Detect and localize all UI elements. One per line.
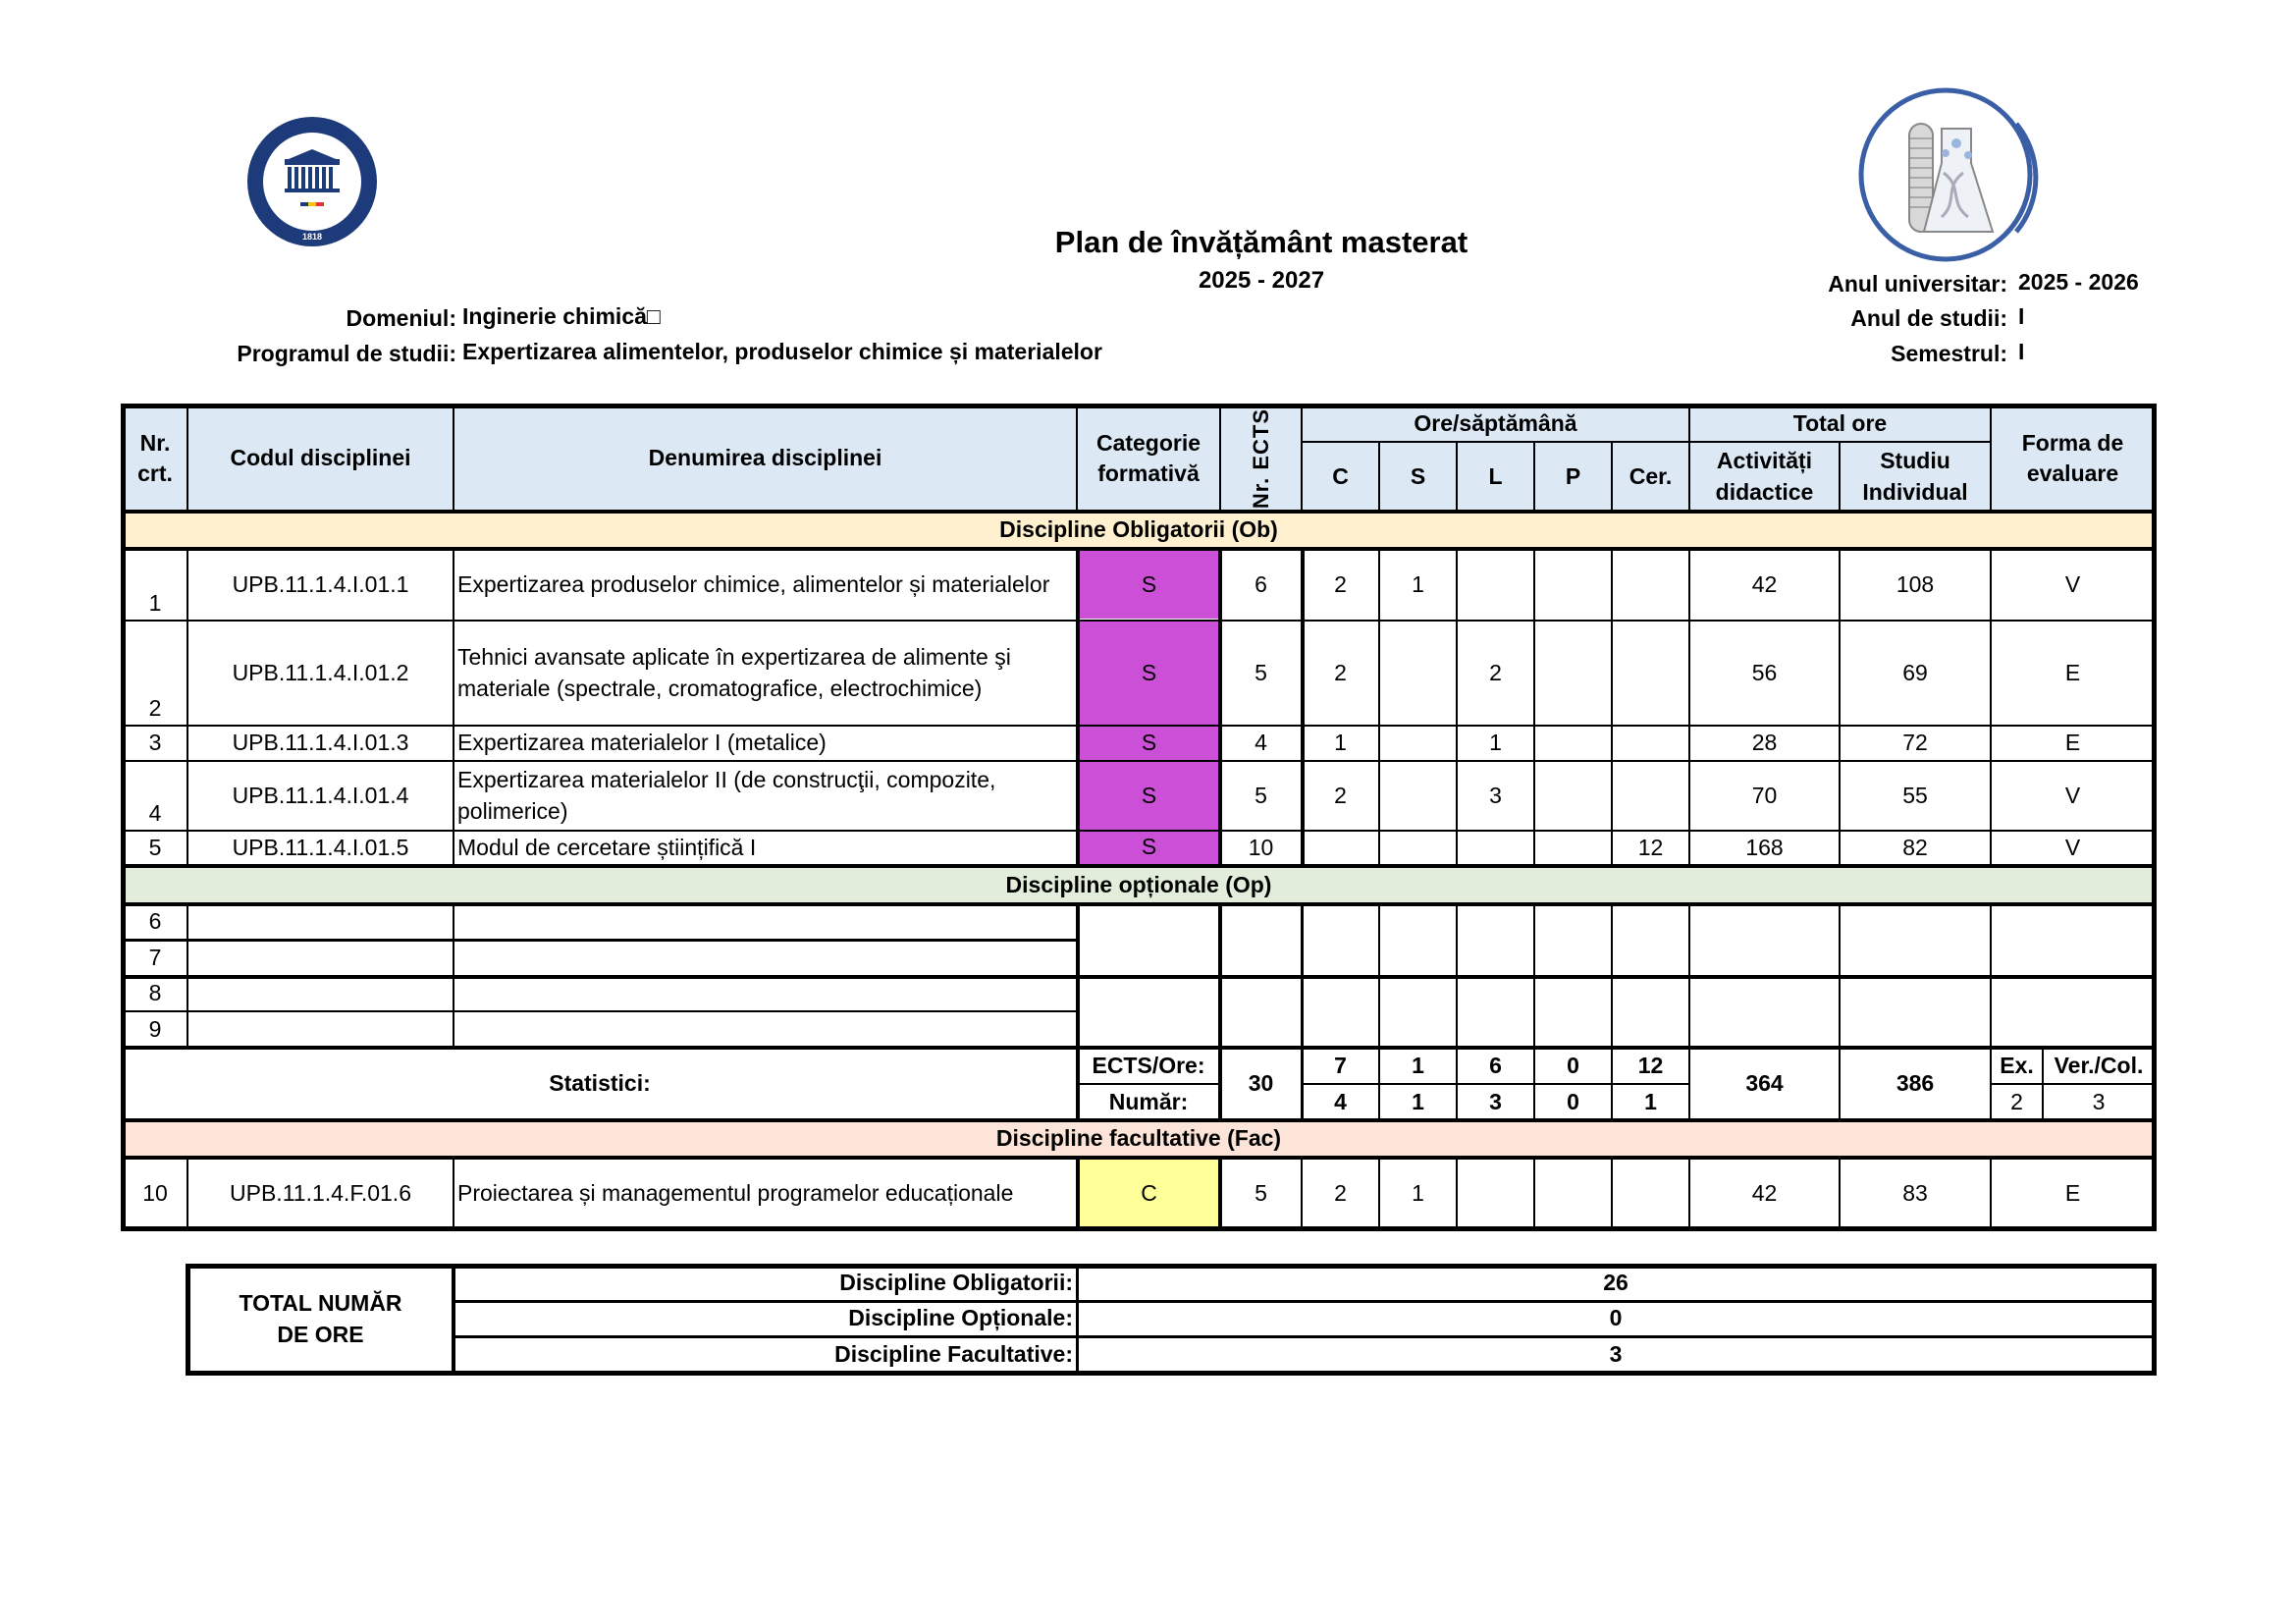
row-s	[1379, 621, 1457, 726]
row-category: C	[1080, 1160, 1218, 1227]
academic-year-label: Anul universitar:	[1828, 271, 2007, 297]
stat-count-l: 3	[1489, 1088, 1502, 1114]
totals-label: TOTAL NUMĂR DE ORE	[239, 1290, 402, 1347]
row-p	[1534, 726, 1612, 761]
row-eval: E	[2064, 659, 2081, 685]
program-value: Expertizarea alimentelor, produselor chimice și materialelor	[462, 339, 1102, 364]
ects-total: 30	[1248, 1070, 1274, 1097]
totals-row-value: 3	[1609, 1340, 1623, 1367]
col-l: L	[1457, 442, 1534, 512]
row-nr: 1	[148, 589, 162, 616]
band-facultative: Discipline facultative (Fac)	[123, 1120, 2155, 1158]
stat-count-p: 0	[1567, 1088, 1579, 1114]
row-name: Expertizarea materialelor I (metalice)	[457, 730, 827, 756]
page-title: Plan de învățământ masterat	[1054, 225, 1468, 259]
row-code: UPB.11.1.4.I.01.5	[232, 835, 409, 861]
row-category: S	[1080, 726, 1218, 761]
study-year-label: Anul de studii:	[1850, 305, 2007, 331]
row-study: 83	[1902, 1179, 1928, 1206]
row-eval: V	[2064, 782, 2081, 808]
svg-text:1818: 1818	[301, 232, 323, 242]
row-nr: 5	[148, 835, 162, 861]
row-activities: 56	[1751, 659, 1778, 685]
row-category: S	[1080, 831, 1218, 864]
upb-logo	[234, 112, 391, 251]
row-category: S	[1080, 551, 1218, 619]
col-nr: Nr. crt.	[123, 406, 187, 512]
row-code: UPB.11.1.4.I.01.3	[232, 730, 409, 756]
col-ects: Nr. ECTS	[1220, 406, 1302, 512]
row-p	[1534, 1158, 1612, 1229]
row-ects: 5	[1255, 782, 1267, 808]
row-activities: 42	[1751, 570, 1778, 597]
row-c: 2	[1334, 570, 1347, 597]
row-cer	[1612, 549, 1689, 621]
row-p	[1534, 831, 1612, 866]
band-optional: Discipline opționale (Op)	[123, 866, 2155, 904]
row-category: S	[1080, 761, 1218, 831]
col-name: Denumirea disciplinei	[454, 406, 1077, 512]
totals-row-value: 0	[1609, 1305, 1623, 1331]
row-activities: 42	[1751, 1179, 1778, 1206]
row-c: 2	[1334, 659, 1347, 685]
verification-count: 3	[2092, 1088, 2106, 1114]
col-code: Codul disciplinei	[187, 406, 454, 512]
row-eval: E	[2064, 1179, 2081, 1206]
optional-row-nr: 8	[148, 980, 162, 1006]
academic-year-value: 2025 - 2026	[2018, 269, 2139, 295]
row-p	[1534, 621, 1612, 726]
row-eval: E	[2064, 730, 2081, 756]
optional-row-nr: 7	[148, 944, 162, 970]
exam-count: 2	[2010, 1088, 2023, 1114]
band-mandatory: Discipline Obligatorii (Ob)	[123, 512, 2155, 549]
row-cer	[1612, 621, 1689, 726]
row-study: 82	[1902, 835, 1928, 861]
row-name: Tehnici avansate aplicate în expertizarea de alimente şi materiale (spectrale, cromatografice, electrochimice)	[457, 644, 1011, 701]
domain-label: Domeniul:	[346, 305, 456, 331]
stat-hours-p: 0	[1567, 1052, 1579, 1078]
row-c	[1302, 831, 1379, 866]
row-s: 1	[1412, 570, 1424, 597]
activities-total: 364	[1745, 1070, 1784, 1097]
row-name: Proiectarea și managementul programelor educaționale	[457, 1179, 1014, 1206]
program-label: Programul de studii:	[237, 341, 456, 366]
row-c: 1	[1334, 730, 1347, 756]
faculty-logo	[1855, 84, 2052, 271]
row-s	[1379, 761, 1457, 831]
totals-row-label: Discipline Facultative:	[834, 1340, 1073, 1367]
row-code: UPB.11.1.4.F.01.6	[230, 1179, 411, 1206]
optional-row-nr: 9	[148, 1015, 162, 1042]
totals-row-label: Discipline Opționale:	[848, 1305, 1073, 1331]
col-c: C	[1302, 442, 1379, 512]
totals-row-value: 26	[1603, 1270, 1629, 1296]
row-cer	[1612, 1158, 1689, 1229]
exam-label: Ex.	[2000, 1052, 2034, 1078]
row-study: 69	[1902, 659, 1928, 685]
row-category: S	[1080, 621, 1218, 726]
row-code: UPB.11.1.4.I.01.1	[232, 570, 409, 597]
row-study: 72	[1902, 730, 1928, 756]
row-name: Modul de cercetare științifică I	[457, 835, 757, 861]
row-activities: 28	[1751, 730, 1778, 756]
row-study: 108	[1896, 570, 1935, 597]
row-c: 2	[1334, 1179, 1347, 1206]
stat-hours-cer: 12	[1637, 1052, 1664, 1078]
row-nr: 4	[148, 799, 162, 826]
col-eval: Forma de evaluare	[1991, 406, 2155, 512]
row-study: 55	[1902, 782, 1928, 808]
row-l	[1457, 549, 1534, 621]
row-p	[1534, 549, 1612, 621]
row-code: UPB.11.1.4.I.01.4	[232, 782, 409, 808]
col-category: Categorie formativă	[1077, 406, 1220, 512]
row-ects: 5	[1255, 1179, 1267, 1206]
row-l	[1457, 1158, 1534, 1229]
row-ects: 6	[1255, 570, 1267, 597]
study-total: 386	[1896, 1070, 1935, 1097]
ects-hours-label: ECTS/Ore:	[1092, 1052, 1205, 1078]
upb-logo-icon	[234, 112, 391, 251]
row-activities: 168	[1745, 835, 1784, 861]
row-l	[1457, 831, 1534, 866]
stat-count-c: 4	[1334, 1088, 1347, 1114]
verification-label: Ver./Col.	[2054, 1052, 2144, 1078]
count-label: Număr:	[1108, 1088, 1189, 1114]
col-s: S	[1379, 442, 1457, 512]
col-total-hours: Total ore	[1689, 406, 1991, 442]
stat-hours-l: 6	[1489, 1052, 1502, 1078]
row-activities: 70	[1751, 782, 1778, 808]
row-name: Expertizarea produselor chimice, alimentelor și materialelor	[457, 570, 1050, 597]
row-ects: 10	[1248, 835, 1274, 861]
row-nr: 2	[148, 694, 162, 721]
col-p: P	[1534, 442, 1612, 512]
row-p	[1534, 761, 1612, 831]
row-eval: V	[2064, 570, 2081, 597]
col-cer: Cer.	[1612, 442, 1689, 512]
row-ects: 5	[1255, 659, 1267, 685]
row-s	[1379, 726, 1457, 761]
row-nr: 3	[148, 730, 162, 756]
row-cer	[1612, 761, 1689, 831]
row-l: 2	[1489, 659, 1502, 685]
row-ects: 4	[1255, 730, 1267, 756]
row-name: Expertizarea materialelor II (de construcţii, compozite, polimerice)	[457, 767, 996, 824]
row-s: 1	[1412, 1179, 1424, 1206]
optional-row-nr: 6	[148, 908, 162, 935]
col-activities: Activități didactice	[1689, 442, 1840, 512]
row-code: UPB.11.1.4.I.01.2	[232, 659, 409, 685]
faculty-logo-icon	[1855, 84, 2052, 271]
study-year-value: I	[2018, 303, 2025, 329]
row-nr: 10	[142, 1179, 168, 1206]
col-study: Studiu Individual	[1840, 442, 1991, 512]
totals-row-label: Discipline Obligatorii:	[839, 1270, 1073, 1296]
domain-value: Inginerie chimică□	[462, 303, 661, 329]
statistics-label: Statistici:	[549, 1070, 651, 1097]
row-cer	[1612, 726, 1689, 761]
row-eval: V	[2064, 835, 2081, 861]
col-hours-week: Ore/săptămână	[1302, 406, 1689, 442]
row-s	[1379, 831, 1457, 866]
semester-value: I	[2018, 339, 2025, 364]
row-c: 2	[1334, 782, 1347, 808]
row-cer: 12	[1637, 835, 1664, 861]
stat-hours-s: 1	[1412, 1052, 1424, 1078]
row-l: 3	[1489, 782, 1502, 808]
plan-period: 2025 - 2027	[1198, 267, 1325, 294]
semester-label: Semestrul:	[1891, 341, 2007, 366]
stat-hours-c: 7	[1334, 1052, 1347, 1078]
row-l: 1	[1489, 730, 1502, 756]
stat-count-cer: 1	[1644, 1088, 1657, 1114]
stat-count-s: 1	[1412, 1088, 1424, 1114]
